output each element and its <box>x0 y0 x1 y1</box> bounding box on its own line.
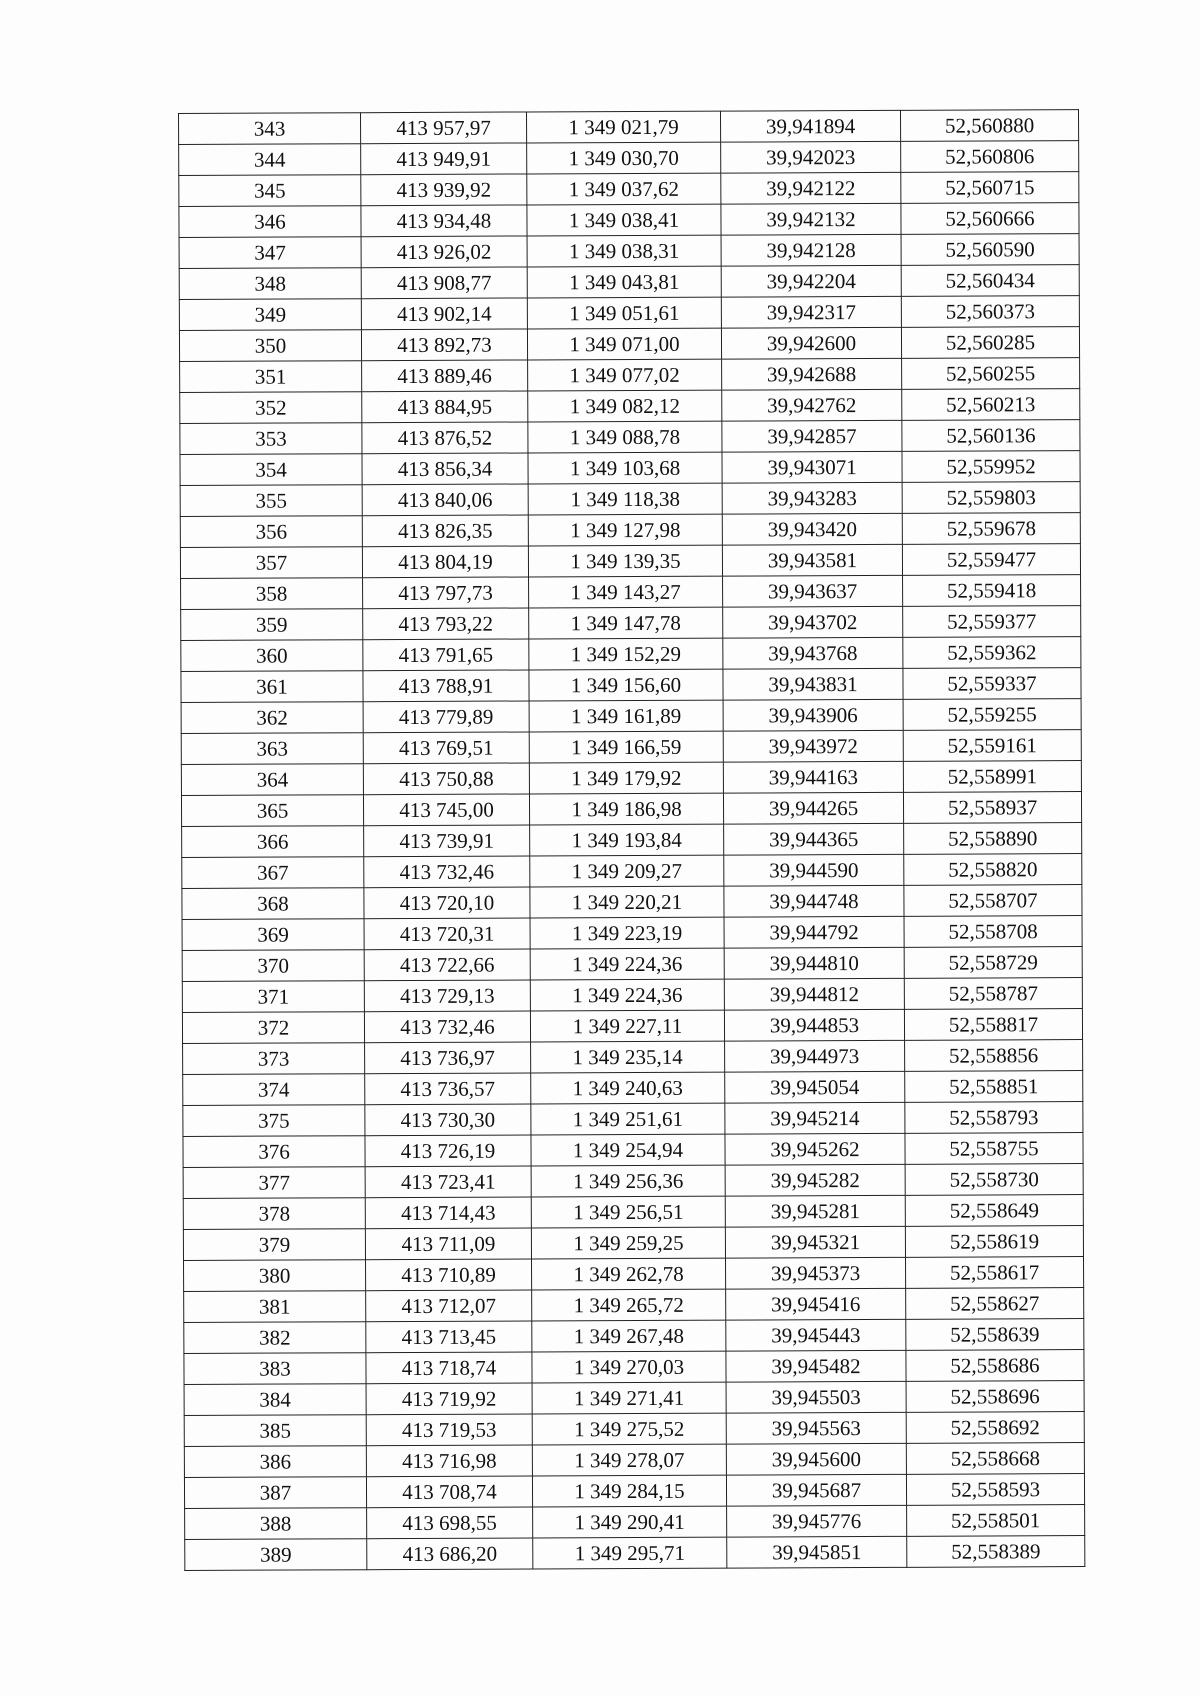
y-coordinate-cell: 1 349 127,98 <box>528 514 722 546</box>
x-coordinate-cell: 413 949,91 <box>361 143 527 175</box>
table-row <box>185 1536 1085 1571</box>
longitude-cell: 52,560880 <box>900 110 1078 142</box>
y-coordinate-cell: 1 349 262,78 <box>532 1258 726 1290</box>
y-coordinate-cell: 1 349 152,29 <box>529 638 723 670</box>
point-number-cell: 388 <box>185 1508 367 1540</box>
coordinates-table-body <box>179 110 1085 1571</box>
y-coordinate-cell: 1 349 103,68 <box>528 452 722 484</box>
table-row <box>182 885 1082 920</box>
y-coordinate-cell: 1 349 166,59 <box>529 731 723 763</box>
latitude-cell: 39,942600 <box>721 327 901 359</box>
x-coordinate-cell: 413 840,06 <box>362 484 528 516</box>
table-row <box>182 947 1082 982</box>
x-coordinate-cell: 413 698,55 <box>367 1507 533 1539</box>
table-row <box>180 389 1080 424</box>
latitude-cell: 39,945416 <box>726 1288 906 1320</box>
table-row <box>184 1350 1084 1385</box>
longitude-cell: 52,558692 <box>906 1412 1084 1444</box>
point-number-cell: 344 <box>179 144 361 176</box>
longitude-cell: 52,559477 <box>902 544 1080 576</box>
point-number-cell: 367 <box>182 857 364 889</box>
x-coordinate-cell: 413 793,22 <box>363 608 529 640</box>
latitude-cell: 39,943768 <box>723 637 903 669</box>
longitude-cell: 52,558619 <box>905 1226 1083 1258</box>
y-coordinate-cell: 1 349 251,61 <box>531 1103 725 1135</box>
y-coordinate-cell: 1 349 030,70 <box>527 142 721 174</box>
coordinates-table <box>178 109 1085 1571</box>
x-coordinate-cell: 413 736,97 <box>365 1042 531 1074</box>
latitude-cell: 39,942317 <box>721 296 901 328</box>
point-number-cell: 378 <box>183 1198 365 1230</box>
x-coordinate-cell: 413 902,14 <box>361 298 527 330</box>
y-coordinate-cell: 1 349 088,78 <box>528 421 722 453</box>
longitude-cell: 52,558851 <box>905 1071 1083 1103</box>
point-number-cell: 368 <box>182 888 364 920</box>
point-number-cell: 389 <box>185 1539 367 1571</box>
table-row <box>184 1288 1084 1323</box>
x-coordinate-cell: 413 745,00 <box>363 794 529 826</box>
point-number-cell: 372 <box>182 1012 364 1044</box>
longitude-cell: 52,558708 <box>904 916 1082 948</box>
x-coordinate-cell: 413 779,89 <box>363 701 529 733</box>
latitude-cell: 39,944812 <box>724 978 904 1010</box>
table-row <box>181 668 1081 703</box>
table-row <box>179 203 1079 238</box>
point-number-cell: 375 <box>183 1105 365 1137</box>
latitude-cell: 39,944590 <box>724 854 904 886</box>
longitude-cell: 52,558817 <box>904 1009 1082 1041</box>
longitude-cell: 52,558696 <box>906 1381 1084 1413</box>
x-coordinate-cell: 413 726,19 <box>365 1135 531 1167</box>
longitude-cell: 52,560373 <box>901 296 1079 328</box>
table-row <box>179 234 1079 269</box>
longitude-cell: 52,558730 <box>905 1164 1083 1196</box>
longitude-cell: 52,560666 <box>901 203 1079 235</box>
x-coordinate-cell: 413 718,74 <box>366 1352 532 1384</box>
x-coordinate-cell: 413 686,20 <box>367 1538 533 1570</box>
point-number-cell: 383 <box>184 1353 366 1385</box>
table-row <box>181 606 1081 641</box>
x-coordinate-cell: 413 739,91 <box>364 825 530 857</box>
y-coordinate-cell: 1 349 193,84 <box>530 824 724 856</box>
table-row <box>181 637 1081 672</box>
y-coordinate-cell: 1 349 256,36 <box>531 1165 725 1197</box>
longitude-cell: 52,559678 <box>902 513 1080 545</box>
y-coordinate-cell: 1 349 220,21 <box>530 886 724 918</box>
y-coordinate-cell: 1 349 186,98 <box>529 793 723 825</box>
latitude-cell: 39,942857 <box>722 420 902 452</box>
point-number-cell: 346 <box>179 206 361 238</box>
x-coordinate-cell: 413 750,88 <box>363 763 529 795</box>
y-coordinate-cell: 1 349 118,38 <box>528 483 722 515</box>
x-coordinate-cell: 413 788,91 <box>363 670 529 702</box>
table-row <box>183 1226 1083 1261</box>
x-coordinate-cell: 413 732,46 <box>364 856 530 888</box>
latitude-cell: 39,945600 <box>726 1443 906 1475</box>
table-row <box>184 1319 1084 1354</box>
point-number-cell: 371 <box>182 981 364 1013</box>
latitude-cell: 39,944810 <box>724 947 904 979</box>
table-row <box>180 513 1080 548</box>
y-coordinate-cell: 1 349 278,07 <box>532 1444 726 1476</box>
point-number-cell: 364 <box>181 764 363 796</box>
x-coordinate-cell: 413 719,53 <box>366 1414 532 1446</box>
latitude-cell: 39,943972 <box>723 730 903 762</box>
point-number-cell: 377 <box>183 1167 365 1199</box>
point-number-cell: 376 <box>183 1136 365 1168</box>
table-row <box>183 1102 1083 1137</box>
point-number-cell: 369 <box>182 919 364 951</box>
latitude-cell: 39,943581 <box>722 544 902 576</box>
x-coordinate-cell: 413 826,35 <box>362 515 528 547</box>
table-row <box>183 1040 1083 1075</box>
latitude-cell: 39,944853 <box>724 1009 904 1041</box>
y-coordinate-cell: 1 349 077,02 <box>528 359 722 391</box>
y-coordinate-cell: 1 349 147,78 <box>529 607 723 639</box>
point-number-cell: 386 <box>184 1446 366 1478</box>
latitude-cell: 39,945054 <box>725 1071 905 1103</box>
x-coordinate-cell: 413 892,73 <box>361 329 527 361</box>
y-coordinate-cell: 1 349 051,61 <box>527 297 721 329</box>
y-coordinate-cell: 1 349 270,03 <box>532 1351 726 1383</box>
longitude-cell: 52,558639 <box>906 1319 1084 1351</box>
latitude-cell: 39,942132 <box>721 203 901 235</box>
latitude-cell: 39,944163 <box>723 761 903 793</box>
longitude-cell: 52,558501 <box>907 1505 1085 1537</box>
latitude-cell: 39,942023 <box>721 141 901 173</box>
point-number-cell: 379 <box>183 1229 365 1261</box>
latitude-cell: 39,945214 <box>725 1102 905 1134</box>
x-coordinate-cell: 413 719,92 <box>366 1383 532 1415</box>
x-coordinate-cell: 413 791,65 <box>363 639 529 671</box>
table-row <box>183 1195 1083 1230</box>
longitude-cell: 52,559377 <box>903 606 1081 638</box>
longitude-cell: 52,558937 <box>903 792 1081 824</box>
x-coordinate-cell: 413 713,45 <box>366 1321 532 1353</box>
table-row <box>184 1443 1084 1478</box>
y-coordinate-cell: 1 349 224,36 <box>530 948 724 980</box>
point-number-cell: 366 <box>182 826 364 858</box>
table-row <box>179 172 1079 207</box>
point-number-cell: 387 <box>184 1477 366 1509</box>
point-number-cell: 380 <box>184 1260 366 1292</box>
table-row <box>180 451 1080 486</box>
latitude-cell: 39,942128 <box>721 234 901 266</box>
point-number-cell: 343 <box>179 113 361 145</box>
y-coordinate-cell: 1 349 143,27 <box>529 576 723 608</box>
table-row <box>179 110 1079 145</box>
table-row <box>179 141 1079 176</box>
latitude-cell: 39,945443 <box>726 1319 906 1351</box>
longitude-cell: 52,560255 <box>902 358 1080 390</box>
point-number-cell: 348 <box>179 268 361 300</box>
longitude-cell: 52,559952 <box>902 451 1080 483</box>
latitude-cell: 39,943283 <box>722 482 902 514</box>
point-number-cell: 360 <box>181 640 363 672</box>
x-coordinate-cell: 413 926,02 <box>361 236 527 268</box>
latitude-cell: 39,945262 <box>725 1133 905 1165</box>
latitude-cell: 39,943831 <box>723 668 903 700</box>
latitude-cell: 39,943420 <box>722 513 902 545</box>
point-number-cell: 354 <box>180 454 362 486</box>
longitude-cell: 52,558991 <box>903 761 1081 793</box>
latitude-cell: 39,943906 <box>723 699 903 731</box>
latitude-cell: 39,942204 <box>721 265 901 297</box>
longitude-cell: 52,559255 <box>903 699 1081 731</box>
y-coordinate-cell: 1 349 275,52 <box>532 1413 726 1445</box>
latitude-cell: 39,945776 <box>727 1505 907 1537</box>
y-coordinate-cell: 1 349 209,27 <box>530 855 724 887</box>
table-row <box>184 1474 1084 1509</box>
y-coordinate-cell: 1 349 223,19 <box>530 917 724 949</box>
longitude-cell: 52,559337 <box>903 668 1081 700</box>
latitude-cell: 39,944792 <box>724 916 904 948</box>
x-coordinate-cell: 413 884,95 <box>362 391 528 423</box>
x-coordinate-cell: 413 712,07 <box>366 1290 532 1322</box>
table-row <box>184 1412 1084 1447</box>
x-coordinate-cell: 413 889,46 <box>362 360 528 392</box>
y-coordinate-cell: 1 349 037,62 <box>527 173 721 205</box>
longitude-cell: 52,559161 <box>903 730 1081 762</box>
table-row <box>182 854 1082 889</box>
latitude-cell: 39,944748 <box>724 885 904 917</box>
point-number-cell: 374 <box>183 1074 365 1106</box>
y-coordinate-cell: 1 349 082,12 <box>528 390 722 422</box>
longitude-cell: 52,560715 <box>901 172 1079 204</box>
table-row <box>179 327 1079 362</box>
longitude-cell: 52,558593 <box>906 1474 1084 1506</box>
y-coordinate-cell: 1 349 240,63 <box>531 1072 725 1104</box>
point-number-cell: 363 <box>181 733 363 765</box>
x-coordinate-cell: 413 957,97 <box>361 112 527 144</box>
y-coordinate-cell: 1 349 156,60 <box>529 669 723 701</box>
longitude-cell: 52,558890 <box>904 823 1082 855</box>
x-coordinate-cell: 413 723,41 <box>365 1166 531 1198</box>
y-coordinate-cell: 1 349 139,35 <box>528 545 722 577</box>
y-coordinate-cell: 1 349 290,41 <box>533 1506 727 1538</box>
latitude-cell: 39,945687 <box>726 1474 906 1506</box>
latitude-cell: 39,944973 <box>725 1040 905 1072</box>
point-number-cell: 356 <box>180 516 362 548</box>
longitude-cell: 52,560285 <box>901 327 1079 359</box>
table-row <box>181 575 1081 610</box>
x-coordinate-cell: 413 732,46 <box>364 1011 530 1043</box>
latitude-cell: 39,944265 <box>723 792 903 824</box>
y-coordinate-cell: 1 349 235,14 <box>531 1041 725 1073</box>
x-coordinate-cell: 413 856,34 <box>362 453 528 485</box>
point-number-cell: 351 <box>180 361 362 393</box>
y-coordinate-cell: 1 349 071,00 <box>527 328 721 360</box>
y-coordinate-cell: 1 349 043,81 <box>527 266 721 298</box>
table-row <box>185 1505 1085 1540</box>
table-row <box>180 482 1080 517</box>
table-row <box>181 730 1081 765</box>
table-row <box>184 1257 1084 1292</box>
latitude-cell: 39,945503 <box>726 1381 906 1413</box>
point-number-cell: 381 <box>184 1291 366 1323</box>
x-coordinate-cell: 413 804,19 <box>362 546 528 578</box>
table-row <box>180 358 1080 393</box>
table-row <box>183 1071 1083 1106</box>
point-number-cell: 385 <box>184 1415 366 1447</box>
point-number-cell: 358 <box>181 578 363 610</box>
point-number-cell: 373 <box>183 1043 365 1075</box>
x-coordinate-cell: 413 797,73 <box>363 577 529 609</box>
table-row <box>181 699 1081 734</box>
point-number-cell: 347 <box>179 237 361 269</box>
y-coordinate-cell: 1 349 295,71 <box>533 1537 727 1569</box>
y-coordinate-cell: 1 349 267,48 <box>532 1320 726 1352</box>
x-coordinate-cell: 413 720,31 <box>364 918 530 950</box>
point-number-cell: 370 <box>182 950 364 982</box>
table-row <box>183 1133 1083 1168</box>
y-coordinate-cell: 1 349 021,79 <box>526 111 720 143</box>
point-number-cell: 357 <box>180 547 362 579</box>
latitude-cell: 39,943637 <box>723 575 903 607</box>
point-number-cell: 353 <box>180 423 362 455</box>
longitude-cell: 52,560806 <box>901 141 1079 173</box>
table-row <box>179 296 1079 331</box>
longitude-cell: 52,560136 <box>902 420 1080 452</box>
point-number-cell: 365 <box>181 795 363 827</box>
point-number-cell: 359 <box>181 609 363 641</box>
x-coordinate-cell: 413 729,13 <box>364 980 530 1012</box>
y-coordinate-cell: 1 349 038,41 <box>527 204 721 236</box>
longitude-cell: 52,559362 <box>903 637 1081 669</box>
longitude-cell: 52,560213 <box>902 389 1080 421</box>
longitude-cell: 52,559803 <box>902 482 1080 514</box>
x-coordinate-cell: 413 711,09 <box>365 1228 531 1260</box>
longitude-cell: 52,560590 <box>901 234 1079 266</box>
x-coordinate-cell: 413 708,74 <box>366 1476 532 1508</box>
latitude-cell: 39,942762 <box>722 389 902 421</box>
x-coordinate-cell: 413 710,89 <box>366 1259 532 1291</box>
table-row <box>181 761 1081 796</box>
point-number-cell: 352 <box>180 392 362 424</box>
y-coordinate-cell: 1 349 179,92 <box>529 762 723 794</box>
y-coordinate-cell: 1 349 161,89 <box>529 700 723 732</box>
x-coordinate-cell: 413 876,52 <box>362 422 528 454</box>
longitude-cell: 52,558793 <box>905 1102 1083 1134</box>
table-row <box>182 978 1082 1013</box>
longitude-cell: 52,558389 <box>907 1536 1085 1568</box>
longitude-cell: 52,558755 <box>905 1133 1083 1165</box>
latitude-cell: 39,943702 <box>723 606 903 638</box>
longitude-cell: 52,558686 <box>906 1350 1084 1382</box>
point-number-cell: 349 <box>179 299 361 331</box>
latitude-cell: 39,945851 <box>727 1536 907 1568</box>
x-coordinate-cell: 413 730,30 <box>365 1104 531 1136</box>
table-row <box>180 420 1080 455</box>
x-coordinate-cell: 413 714,43 <box>365 1197 531 1229</box>
longitude-cell: 52,558729 <box>904 947 1082 979</box>
latitude-cell: 39,945281 <box>725 1195 905 1227</box>
point-number-cell: 382 <box>184 1322 366 1354</box>
latitude-cell: 39,942122 <box>721 172 901 204</box>
y-coordinate-cell: 1 349 259,25 <box>531 1227 725 1259</box>
x-coordinate-cell: 413 934,48 <box>361 205 527 237</box>
latitude-cell: 39,942688 <box>722 358 902 390</box>
longitude-cell: 52,558707 <box>904 885 1082 917</box>
longitude-cell: 52,558820 <box>904 854 1082 886</box>
point-number-cell: 355 <box>180 485 362 517</box>
longitude-cell: 52,558787 <box>904 978 1082 1010</box>
latitude-cell: 39,945321 <box>725 1226 905 1258</box>
longitude-cell: 52,558627 <box>906 1288 1084 1320</box>
y-coordinate-cell: 1 349 227,11 <box>530 1010 724 1042</box>
table-row <box>180 544 1080 579</box>
latitude-cell: 39,941894 <box>720 110 900 142</box>
point-number-cell: 350 <box>179 330 361 362</box>
y-coordinate-cell: 1 349 271,41 <box>532 1382 726 1414</box>
y-coordinate-cell: 1 349 265,72 <box>532 1289 726 1321</box>
y-coordinate-cell: 1 349 254,94 <box>531 1134 725 1166</box>
point-number-cell: 384 <box>184 1384 366 1416</box>
x-coordinate-cell: 413 769,51 <box>363 732 529 764</box>
x-coordinate-cell: 413 720,10 <box>364 887 530 919</box>
x-coordinate-cell: 413 939,92 <box>361 174 527 206</box>
longitude-cell: 52,559418 <box>903 575 1081 607</box>
y-coordinate-cell: 1 349 256,51 <box>531 1196 725 1228</box>
x-coordinate-cell: 413 908,77 <box>361 267 527 299</box>
latitude-cell: 39,945563 <box>726 1412 906 1444</box>
table-row <box>182 916 1082 951</box>
longitude-cell: 52,558668 <box>906 1443 1084 1475</box>
x-coordinate-cell: 413 722,66 <box>364 949 530 981</box>
longitude-cell: 52,558856 <box>905 1040 1083 1072</box>
latitude-cell: 39,943071 <box>722 451 902 483</box>
table-row <box>182 823 1082 858</box>
point-number-cell: 345 <box>179 175 361 207</box>
point-number-cell: 362 <box>181 702 363 734</box>
latitude-cell: 39,944365 <box>724 823 904 855</box>
latitude-cell: 39,945373 <box>726 1257 906 1289</box>
table-row <box>181 792 1081 827</box>
table-row <box>179 265 1079 300</box>
latitude-cell: 39,945482 <box>726 1350 906 1382</box>
table-row <box>182 1009 1082 1044</box>
latitude-cell: 39,945282 <box>725 1164 905 1196</box>
longitude-cell: 52,558617 <box>906 1257 1084 1289</box>
table-row <box>183 1164 1083 1199</box>
y-coordinate-cell: 1 349 284,15 <box>532 1475 726 1507</box>
y-coordinate-cell: 1 349 224,36 <box>530 979 724 1011</box>
longitude-cell: 52,560434 <box>901 265 1079 297</box>
point-number-cell: 361 <box>181 671 363 703</box>
x-coordinate-cell: 413 736,57 <box>365 1073 531 1105</box>
longitude-cell: 52,558649 <box>905 1195 1083 1227</box>
x-coordinate-cell: 413 716,98 <box>366 1445 532 1477</box>
y-coordinate-cell: 1 349 038,31 <box>527 235 721 267</box>
table-row <box>184 1381 1084 1416</box>
